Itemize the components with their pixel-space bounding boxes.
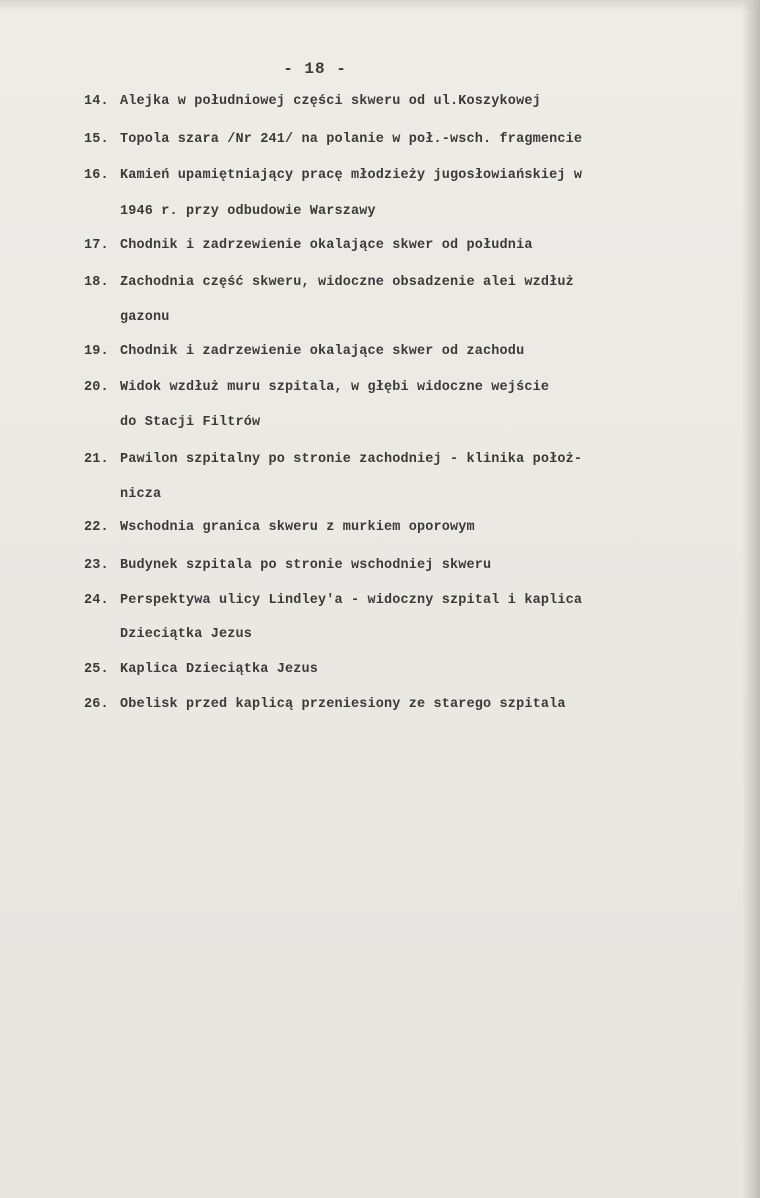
item-number: 23.	[84, 558, 109, 573]
list-item-18	[84, 273, 574, 293]
item-number: 21.	[84, 452, 109, 467]
page-top-edge-shadow	[0, 0, 760, 12]
item-text: Perspektywa ulicy Lindley'a - widoczny szpital i kaplica	[120, 593, 583, 608]
item-text: Alejka w południowej części skweru od ul.Koszykowej	[120, 94, 541, 109]
item-number: 20.	[84, 380, 109, 395]
list-item-25	[84, 660, 318, 680]
list-item-19	[84, 342, 524, 362]
page-number: - 18 -	[283, 60, 347, 78]
list-item-22	[84, 518, 475, 538]
list-item-16-continuation: 1946 r. przy odbudowie Warszawy	[120, 204, 376, 219]
item-number: 15.	[84, 132, 109, 147]
item-number: 14.	[84, 94, 109, 109]
list-item-24	[84, 591, 582, 611]
page-right-edge-shadow	[742, 0, 760, 1198]
list-item-21-continuation: nicza	[120, 487, 162, 502]
item-text: Chodnik i zadrzewienie okalające skwer od południa	[120, 238, 533, 253]
item-number: 18.	[84, 275, 109, 290]
list-item-23	[84, 556, 491, 576]
list-item-24-continuation: Dzieciątka Jezus	[120, 627, 253, 642]
item-text: Wschodnia granica skweru z murkiem oporowym	[120, 520, 475, 535]
item-text: Kaplica Dzieciątka Jezus	[120, 662, 319, 677]
item-number: 22.	[84, 520, 109, 535]
list-item-15	[84, 130, 582, 150]
item-text: Budynek szpitala po stronie wschodniej skweru	[120, 558, 492, 573]
item-text: Pawilon szpitalny po stronie zachodniej - klinika położ-	[120, 452, 583, 467]
item-number: 26.	[84, 697, 109, 712]
list-item-26	[84, 695, 566, 715]
item-text: Chodnik i zadrzewienie okalające skwer od zachodu	[120, 344, 525, 359]
item-text: Widok wzdłuż muru szpitala, w głębi widoczne wejście	[120, 380, 550, 395]
item-text: Kamień upamiętniający pracę młodzieży jugosłowiańskiej w	[120, 168, 583, 183]
list-item-17	[84, 236, 533, 256]
list-item-21	[84, 450, 582, 470]
list-item-20	[84, 378, 549, 398]
item-number: 17.	[84, 238, 109, 253]
item-text: Topola szara /Nr 241/ na polanie w poł.-wsch. fragmencie	[120, 132, 583, 147]
item-text: Zachodnia część skweru, widoczne obsadzenie alei wzdłuż	[120, 275, 574, 290]
item-number: 24.	[84, 593, 109, 608]
item-number: 16.	[84, 168, 109, 183]
item-number: 25.	[84, 662, 109, 677]
list-item-16	[84, 166, 582, 186]
item-text: Obelisk przed kaplicą przeniesiony ze starego szpitala	[120, 697, 566, 712]
list-item-18-continuation: gazonu	[120, 310, 170, 325]
item-number: 19.	[84, 344, 109, 359]
list-item-20-continuation: do Stacji Filtrów	[120, 415, 261, 430]
list-item-14	[84, 92, 541, 112]
